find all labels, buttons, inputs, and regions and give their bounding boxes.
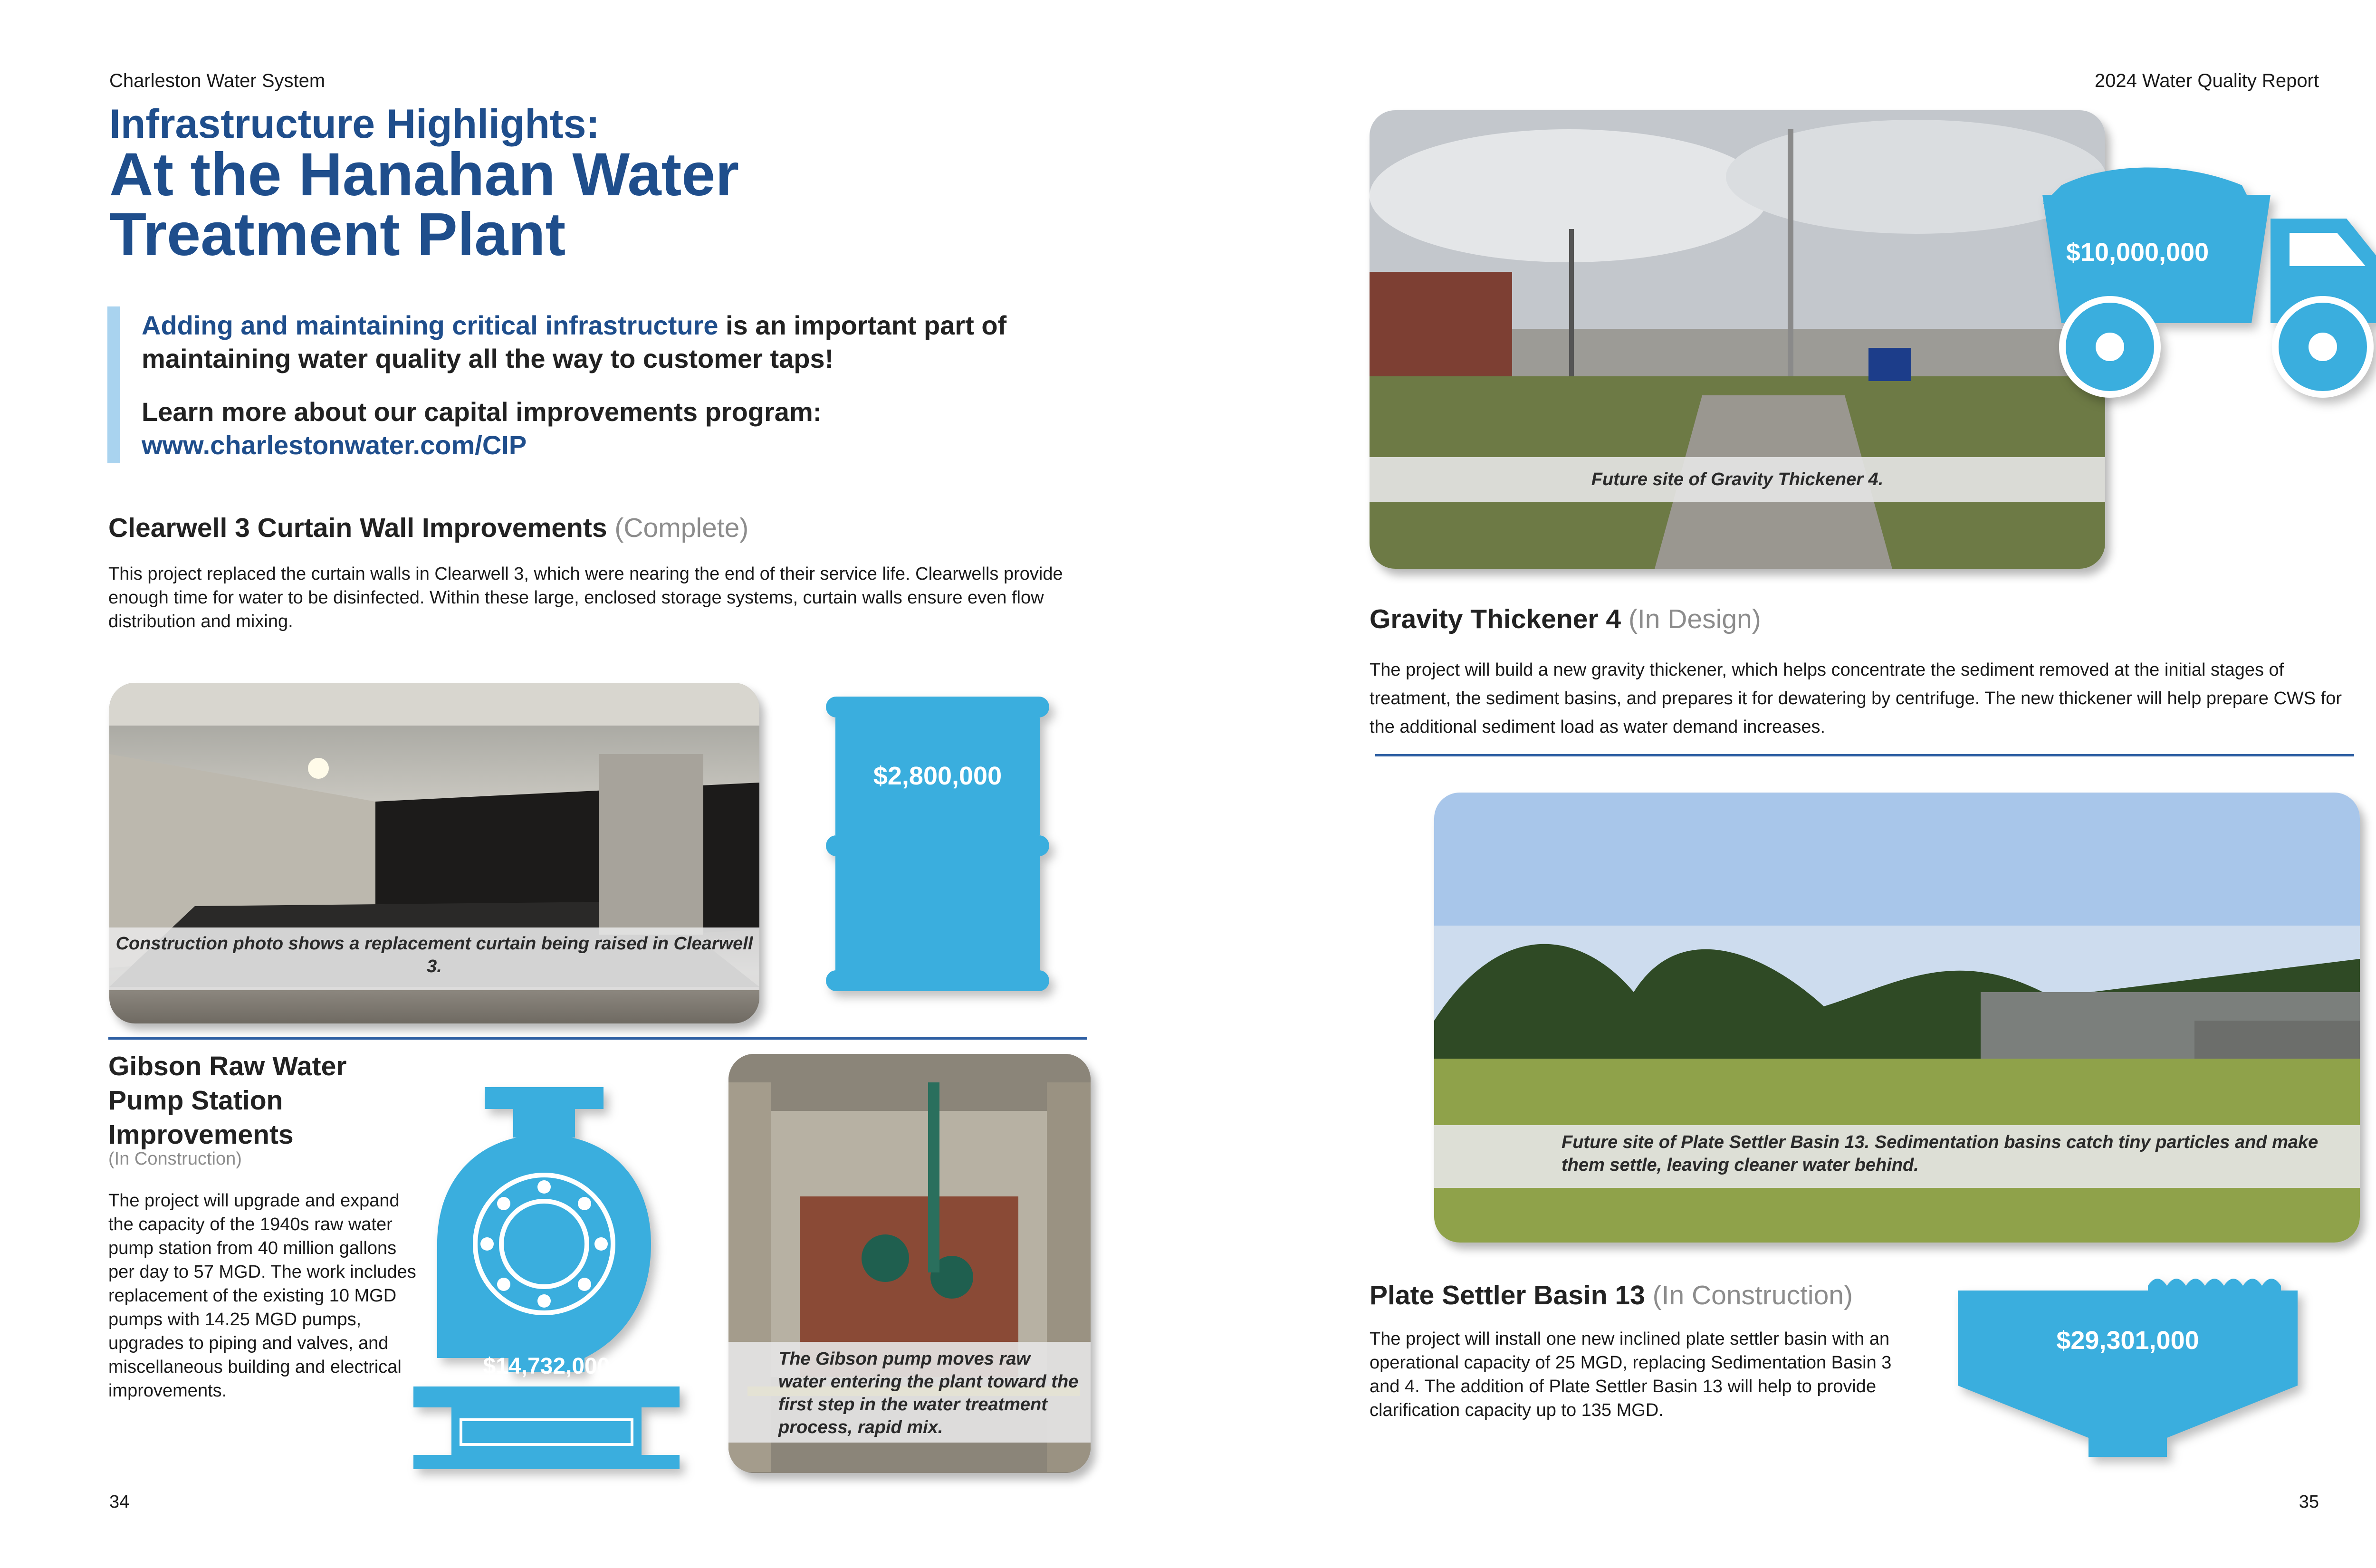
page-number-left: 34 xyxy=(109,1492,130,1512)
header-report: 2024 Water Quality Report xyxy=(2094,70,2319,91)
thickener-cost: $10,000,000 xyxy=(2066,238,2209,267)
callout-intro xyxy=(142,309,1044,375)
thickener-body: The project will build a new gravity thickener, which helps concentrate the sediment removed at the initial stages of treatment, the sediment basins, and prepares it for dewatering by centrifuge. The new thickener will help prepare CWS for the additional sediment load as water demand increases. xyxy=(1370,660,2342,737)
header-org: Charleston Water System xyxy=(109,70,326,91)
page-title: At the Hanahan Water Treatment Plant xyxy=(109,141,739,268)
clearwell-title: Clearwell 3 Curtain Wall Improvements xyxy=(108,513,607,543)
dump-truck-icon xyxy=(1985,166,2376,413)
section-divider-right xyxy=(1375,754,2354,756)
page-subtitle: Infrastructure Highlights: xyxy=(109,101,600,147)
clearwell-body: This project replaced the curtain walls in Clearwell 3, which were nearing the end of their service life. Clearwells provide enough time for water to be disinfected. Within these large, enclosed storage systems, curtain walls ensure even flow distribution and mixing. xyxy=(108,564,1063,631)
clearwell-photo xyxy=(109,683,759,1023)
settler-body: The project will install one new inclined plate settler basin with an operational capacity of 25 MGD, replacing Sedimentation Basin 3 and 4. The addition of Plate Settler Basin 13 will help to provide clarification capacity up to 135 MGD. xyxy=(1370,1329,1892,1420)
right-page xyxy=(1212,0,2376,1568)
page-number-right: 35 xyxy=(2299,1492,2319,1512)
settler-photo xyxy=(1434,793,2360,1243)
gibson-title-line2: Pump Station xyxy=(108,1085,283,1116)
callout-cip-label: Learn more about our capital improvements program: xyxy=(142,397,822,427)
gibson-cost: $14,732,000 xyxy=(483,1354,610,1379)
clearwell-cost: $2,800,000 xyxy=(873,762,1002,790)
thickener-status: (In Design) xyxy=(1628,604,1761,634)
barrel-icon xyxy=(826,697,1049,991)
clearwell-status: (Complete) xyxy=(614,513,749,543)
settler-heading xyxy=(1370,1280,1853,1311)
callout-intro-rest: is an important part of maintaining water quality all the way to customer taps! xyxy=(142,310,1007,373)
settler-cost: $29,301,000 xyxy=(2056,1326,2199,1355)
settler-status: (In Construction) xyxy=(1652,1280,1853,1310)
thickener-caption: Future site of Gravity Thickener 4. xyxy=(1370,457,2105,502)
callout-bar xyxy=(107,306,120,463)
gibson-title-line1: Gibson Raw Water xyxy=(108,1051,347,1081)
clearwell-heading xyxy=(108,512,748,544)
gibson-title-line3: Improvements xyxy=(108,1119,294,1150)
clearwell-caption: Construction photo shows a replacement curtain being raised in Clearwell 3. xyxy=(109,927,759,990)
gibson-body: The project will upgrade and expand the capacity of the 1940s raw water pump station from 40 million gallons per day to 57 MGD. The work includes replacement of the existing 10 MGD pumps with 14.25 MGD pumps, upgrades to piping and valves, and miscellaneous building and electrical improvements. xyxy=(108,1191,416,1401)
thickener-heading xyxy=(1370,603,1761,635)
section-divider xyxy=(108,1037,1087,1040)
cip-link[interactable]: www.charlestonwater.com/CIP xyxy=(142,430,527,460)
basin-icon xyxy=(1958,1272,2309,1466)
callout-highlight: Adding and maintaining critical infrastructure xyxy=(142,310,719,340)
thickener-title: Gravity Thickener 4 xyxy=(1370,604,1621,634)
settler-caption: Future site of Plate Settler Basin 13. Sedimentation basins catch tiny particles and make them settle, leaving cleaner water behind. xyxy=(1434,1125,2360,1188)
gibson-caption: The Gibson pump moves raw water entering the plant toward the first step in the water treatment process, rapid mix. xyxy=(728,1342,1091,1443)
settler-title: Plate Settler Basin 13 xyxy=(1370,1280,1645,1310)
gibson-status: (In Construction) xyxy=(108,1149,242,1169)
pump-icon xyxy=(413,1087,689,1472)
gibson-photo xyxy=(728,1054,1091,1473)
